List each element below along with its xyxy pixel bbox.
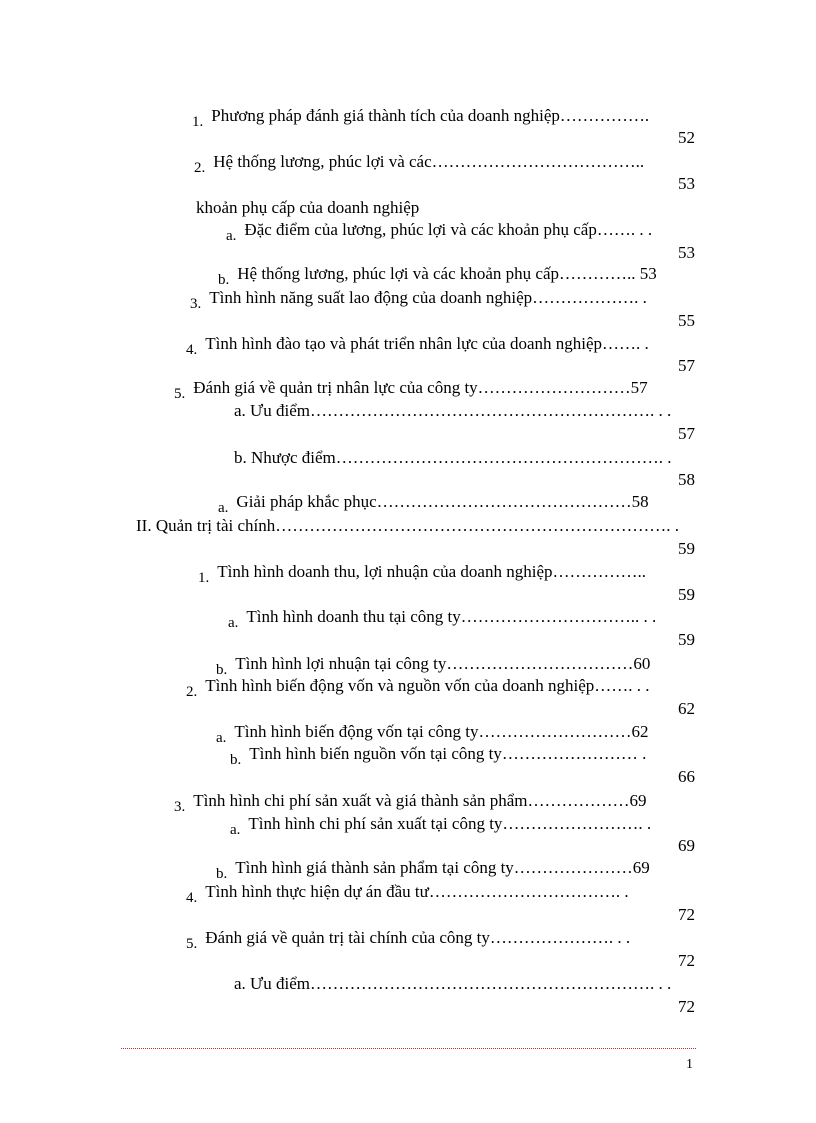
toc-entry-marker: 5. bbox=[174, 386, 186, 402]
toc-entry bbox=[234, 447, 672, 469]
toc-entry bbox=[190, 287, 647, 310]
toc-entry-marker: 4. bbox=[186, 342, 198, 358]
toc-entry bbox=[186, 881, 629, 904]
toc-entry-title: b. Nhược điểm…………………………………………………. . bbox=[234, 448, 672, 467]
toc-entry-page: 55 bbox=[678, 311, 695, 330]
toc-entry-marker: 3. bbox=[174, 799, 186, 815]
toc-entry-page: 66 bbox=[678, 767, 695, 786]
toc-entry-title: Tình hình doanh thu tại công ty………………………….. . . bbox=[246, 607, 657, 626]
toc-entry-page: 59 bbox=[678, 539, 695, 558]
toc-entry bbox=[198, 561, 646, 584]
toc-entry bbox=[216, 653, 650, 676]
page-number: 1 bbox=[686, 1057, 693, 1072]
toc-entry-page: 58 bbox=[678, 470, 695, 489]
toc-entry-title: Tình hình chi phí sản xuất và giá thành sản phẩm………………69 bbox=[193, 791, 647, 810]
toc-entry-marker: 1. bbox=[192, 114, 204, 130]
toc-entry-title: Tình hình chi phí sản xuất tại công ty……………………. . bbox=[248, 814, 652, 833]
toc-entry bbox=[226, 219, 652, 242]
toc-entry-page: 53 bbox=[678, 174, 695, 193]
toc-entry bbox=[216, 721, 649, 744]
toc-entry bbox=[216, 857, 650, 880]
toc-entry-marker: 2. bbox=[186, 684, 198, 700]
toc-entry-page: 69 bbox=[678, 836, 695, 855]
toc-entry-title: Tình hình biến động vốn tại công ty………………………62 bbox=[234, 722, 649, 741]
toc-entry-title: Đánh giá về quản trị tài chính của công ty…………………. . . bbox=[205, 928, 631, 947]
toc-entry bbox=[194, 151, 644, 174]
toc-entry-marker: a. bbox=[218, 500, 229, 516]
toc-entry bbox=[230, 743, 646, 766]
toc-entry bbox=[186, 927, 630, 950]
toc-entry-page: 59 bbox=[678, 630, 695, 649]
toc-entry-marker: 5. bbox=[186, 936, 198, 952]
toc-entry-title: a. Ưu điểm……………………………………………………. . . bbox=[234, 401, 672, 420]
toc-entry-marker: a. bbox=[216, 730, 227, 746]
toc-entry-page: 57 bbox=[678, 356, 695, 375]
toc-entry-page: 59 bbox=[678, 585, 695, 604]
toc-entry-marker: b. bbox=[216, 662, 228, 678]
toc-entry bbox=[230, 813, 651, 836]
toc-entry-marker: 2. bbox=[194, 160, 206, 176]
toc-entry-page: 72 bbox=[678, 997, 695, 1016]
toc-entry-marker: 3. bbox=[190, 296, 202, 312]
toc-entry-title: Tình hình lợi nhuận tại công ty……………………………60 bbox=[235, 654, 651, 673]
toc-entry-title: Giải pháp khắc phục………………………………………58 bbox=[236, 492, 649, 511]
toc-entry-marker: a. bbox=[230, 822, 241, 838]
toc-entry-page: 52 bbox=[678, 128, 695, 147]
toc-entry bbox=[192, 105, 649, 128]
toc-entry-page: 53 bbox=[678, 243, 695, 262]
toc-entry-page: 62 bbox=[678, 699, 695, 718]
toc-entry-title: Phương pháp đánh giá thành tích của doanh nghiệp……………. bbox=[211, 106, 650, 125]
toc-entry-title: Đánh giá về quản trị nhân lực của công ty………………………57 bbox=[193, 378, 648, 397]
toc-entry-title: Tình hình biến động vốn và nguồn vốn của doanh nghiệp……. . . bbox=[205, 676, 650, 695]
toc-entry bbox=[196, 197, 419, 219]
toc-entry bbox=[136, 515, 679, 537]
toc-entry-marker: a. bbox=[226, 228, 237, 244]
toc-entry bbox=[228, 606, 656, 629]
toc-entry-marker: b. bbox=[218, 272, 230, 288]
toc-entry bbox=[218, 491, 649, 514]
toc-entry-page: 72 bbox=[678, 951, 695, 970]
toc-entry-title: Tình hình giá thành sản phẩm tại công ty…………………69 bbox=[235, 858, 650, 877]
toc-entry bbox=[174, 790, 647, 813]
toc-entry-marker: 1. bbox=[198, 570, 210, 586]
toc-entry-marker: a. bbox=[228, 615, 239, 631]
toc-entry-title: Tình hình đào tạo và phát triển nhân lực của doanh nghiệp……. . bbox=[205, 334, 649, 353]
toc-entry bbox=[186, 675, 650, 698]
toc-entry-marker: 4. bbox=[186, 890, 198, 906]
toc-entry-title: II. Quản trị tài chính……………………………………………………………. . bbox=[136, 516, 680, 535]
toc-entry-title: Tình hình năng suất lao động của doanh nghiệp………………. . bbox=[209, 288, 647, 307]
toc-entry-title: Đặc điểm của lương, phúc lợi và các khoản phụ cấp……. . . bbox=[244, 220, 653, 239]
toc-entry-title: a. Ưu điểm……………………………………………………. . . bbox=[234, 974, 672, 993]
toc-entry-title: Hệ thống lương, phúc lợi và các khoản phụ cấp………….. 53 bbox=[237, 264, 657, 283]
toc-entry bbox=[234, 973, 671, 995]
toc-entry bbox=[234, 400, 671, 422]
toc-entry-title: Hệ thống lương, phúc lợi và các……………………………….. bbox=[213, 152, 645, 171]
toc-entry-title: Tình hình thực hiện dự án đầu tư……………………………. . bbox=[205, 882, 629, 901]
footer-rule bbox=[121, 1048, 696, 1049]
toc-entry-marker: b. bbox=[216, 866, 228, 882]
toc-entry bbox=[186, 333, 649, 356]
toc-entry-page: 57 bbox=[678, 424, 695, 443]
toc-entry-title: khoản phụ cấp của doanh nghiệp bbox=[196, 198, 420, 217]
toc-entry-marker: b. bbox=[230, 752, 242, 768]
toc-entry-title: Tình hình biến nguồn vốn tại công ty…………………… . bbox=[249, 744, 647, 763]
toc-entry-title: Tình hình doanh thu, lợi nhuận của doanh nghiệp…………….. bbox=[217, 562, 646, 581]
toc-entry bbox=[174, 377, 648, 400]
toc-entry-page: 72 bbox=[678, 905, 695, 924]
toc-entry bbox=[218, 263, 657, 286]
